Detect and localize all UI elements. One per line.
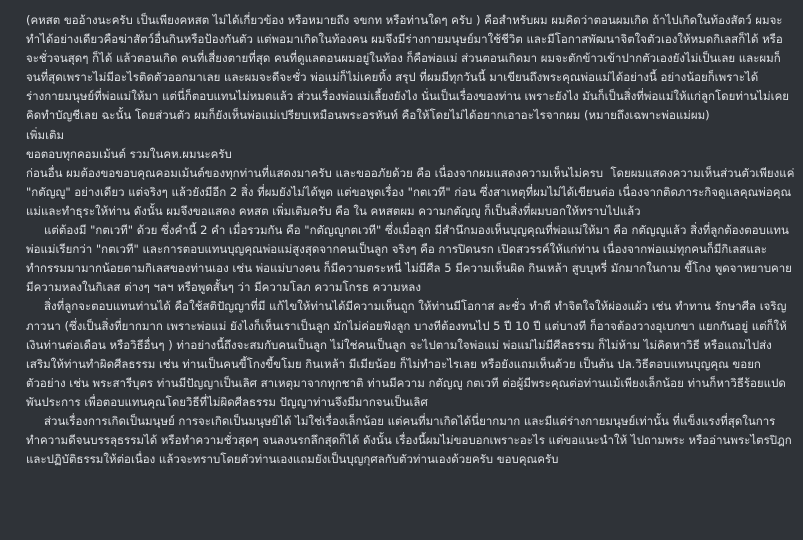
paragraph-human-birth: ส่วนเรื่องการเกิดเป็นมนุษย์ การจะเกิดเป็นมนุษย์ได้ ไม่ใช่เรื่องเล็กน้อย แต่คนที่มาเกิดได้นี่ยากมาก และมีแต่ร่างกายมนุษย์เท่านั้น ที่แข็งแรงที่สุดในการทำความดีจนบรรลุธรรมได้ หรือทำความชั่วสุดๆ จนลงนรกลึกสุดก็ได้ ดังนั้น เรื่องนี้ผมไม่ขอบอกเพราะอะไร แต่ขอแนะนำให้ ไปถามพระ หรืออ่านพระไตรปิฎกและปฏิบัติธรรมให้ต่อเนื่อง แล้วจะทราบโดยตัวท่านเองแถมยังเป็นบุญกุศลกับตัวท่านเองด้วยครับ ขอบคุณครับ — [26, 413, 792, 467]
thanks-line: ขอตอบทุกคอมเม้นต์ รวมในคห.ผมนะครับ — [26, 146, 232, 161]
paragraph-repay: สิ่งที่ลูกจะตอบแทนท่านได้ คือใช้สติปัญญาที่มี แก้ไขให้ท่านได้มีความเห็นถูก ให้ท่านมีโอกาส ละชั่ว ทำดี ทำจิตใจให้ผ่องแผ้ว เช่น ทำทาน รักษาศีล เจริญภาวนา (ซึ่งเป็นสิ่งที่ยากมาก เพราะพ่อแม่ ยังไงก็เห็นเราเป็นลูก มักไม่ค่อยฟังลูก บางทีต้องทนไป 5 ปี 10 ปี แต่บางที ก็อาจต้องวางอุเบกขา แยกกันอยู่ แต่ก็ให้เงินท่านต่อเดือน หรือวิธีอื่นๆ ) ท่าอย่างนี้ถึงจะสมกับคนเป็นลูก ไม่ใช่คนเป็นลูก จะไปตามใจพ่อแม่ พ่อแม่ไม่มีศีลธรรม ก็ไม่ห้าม ไม่คิดหาวิธี หรือแถมไปส่งเสริมให้ท่านทำผิดศีลธรรม เช่น ท่านเป็นคนขี้โกงขี้ขโมย กินเหล้า มีเมียน้อย ก็ไม่ทำอะไรเลย หรือยังแถมเห็นด้วย เป็นต้น ปล.วิธีตอบแทนบุญคุณ ขอยกตัวอย่าง เช่น พระสารีบุตร ท่านมีปัญญาเป็นเลิศ สาเหตุมาจากทุกชาติ ท่านมีความ กตัญญู กตเวที ต่อผู้มีพระคุณต่อท่านแม้เพียงเล็กน้อย ท่านก็หาวิธีร้อยแปดพันประการ เพื่อตอบแทนคุณโดยวิธีที่ไม่ผิดศีลธรรม ปัญญาท่านจึงมีมากจนเป็นเลิศ — [26, 299, 787, 409]
addition-heading: เพิ่มเติม — [26, 127, 65, 142]
paragraph-katanyu: ก่อนอื่น ผมต้องขอขอบคุณคอมเม้นต์ของทุกท่านที่แสดงมาครับ และขออภัยด้วย คือ เนื่องจากผมแสดงความเห็นไม่ครบ โดยผมแสดงความเห็นส่วนตัวเพียงแค่ "กตัญญู" อย่างเดียว แต่จริงๆ แล้วยังมีอีก 2 สิ่ง ที่ผมยังไม่ได้พูด แต่ขอพูดเรื่อง "กตเวที" ก่อน ซึ่งสาเหตุที่ผมไม่ได้เขียนต่อ เนื่องจากติดภาระกิจดูแลคุณพ่อคุณแม่และทำธุระให้ท่าน ดังนั้น ผมจึงขอแสดง คหสต เพิ่มเติมครับ คือ ใน คหสตผม ความกตัญญู ก็เป็นสิ่งที่ผมบอกให้ทราบไปแล้ว — [26, 165, 799, 218]
paragraph-katawethi: แต่ต้องมี "กตเวที" ด้วย ซึ่งคำนี้ 2 คำ เมื่อรวมกัน คือ "กตัญญูกตเวที" ซึ่งเมื่อลูก มีสำนึกมองเห็นบุญคุณที่พ่อแม่ให้มา คือ กตัญญูแล้ว สิ่งที่ลูกต้องตอบแทนพ่อแม่เรียกว่า "กตเวที" และการตอบแทนบุญคุณพ่อแม่สูงสุดจากคนเป็นลูก จริงๆ คือ การปิดนรก เปิดสวรรค์ให้แก่ท่าน เนื่องจากพ่อแม่ทุกคนก็มีกิเลสและทำกรรมมามากน้อยตามกิเลสของท่านเอง เช่น พ่อแม่บางคน ก็มีความตระหนี่ ไม่มีศีล 5 มีความเห็นผิด กินเหล้า สูบบุหรี่ มักมากในกาม ขี้โกง พูดจาหยาบคาย มีความหลงในกิเลส ต่างๆ ฯลฯ หรือพูดสั้นๆ ว่า มีความโลภ ความโกรธ ความหลง — [26, 223, 796, 295]
intro-paragraph: (คหสต ขออ้างนะครับ เป็นเพียงคหสต ไม่ได้เกี่ยวข้อง หรือหมายถึง จขกท หรือท่านใดๆ ครับ ) คือสำหรับผม ผมคิดว่าตอนผมเกิด ถ้าไปเกิดในท้องสัตว์ ผมจะทำได้อย่างเดียวคือฆ่าสัตว์อื่นกินหรือป้องกันตัว แต่พอมาเกิดในท้องคน ผมจึงมีร่างกายมนุษย์มาใช้ชีวิต และมีโอกาสพัฒนาจิตใจตัวเองให้หมดกิเลสก็ได้ หรือจะชั่วจนสุดๆ ก็ได้ แล้วตอนเกิด คนที่เสี่ยงตายที่สุด คนที่ดูแลตอนผมอยู่ในท้อง ก็คือพ่อแม่ ส่วนตอนเกิดมา ผมจะตักข้าวเข้าปากตัวเองยังไม่เป็นเลย และผมก็จนที่สุดเพราะไม่มีอะไรติดตัวออกมาเลย และผมจะดีจะชั่ว พ่อแม่ก็ไม่เคยทิ้ง สรุป ที่ผมมีทุกวันนี้ มาเขียนถึงพระคุณพ่อแม่ได้อย่างนี้ อย่างน้อยก็เพราะได้ร่างกายมนุษย์ที่พ่อแม่ให้มา แต่นี่ก็ตอบแทนไม่หมดแล้ว ส่วนเรื่องพ่อแม่เลี้ยงยังไง นั่นเป็นเรื่องของท่าน เพราะยังไง มันก็เป็นสิ่งที่พ่อแม่ให้แก่ลูกโดยท่านไม่เคยคิดทำบัญชีเลย ฉะนั้น โดยส่วนตัว ผมก็ยังเห็นพ่อแม่เปรียบเหมือนพระอรหันท์ คือให้โดยไม่ได้อยากเอาอะไรจากผม (หมายถึงเฉพาะพ่อแม่ผม) — [26, 13, 789, 123]
